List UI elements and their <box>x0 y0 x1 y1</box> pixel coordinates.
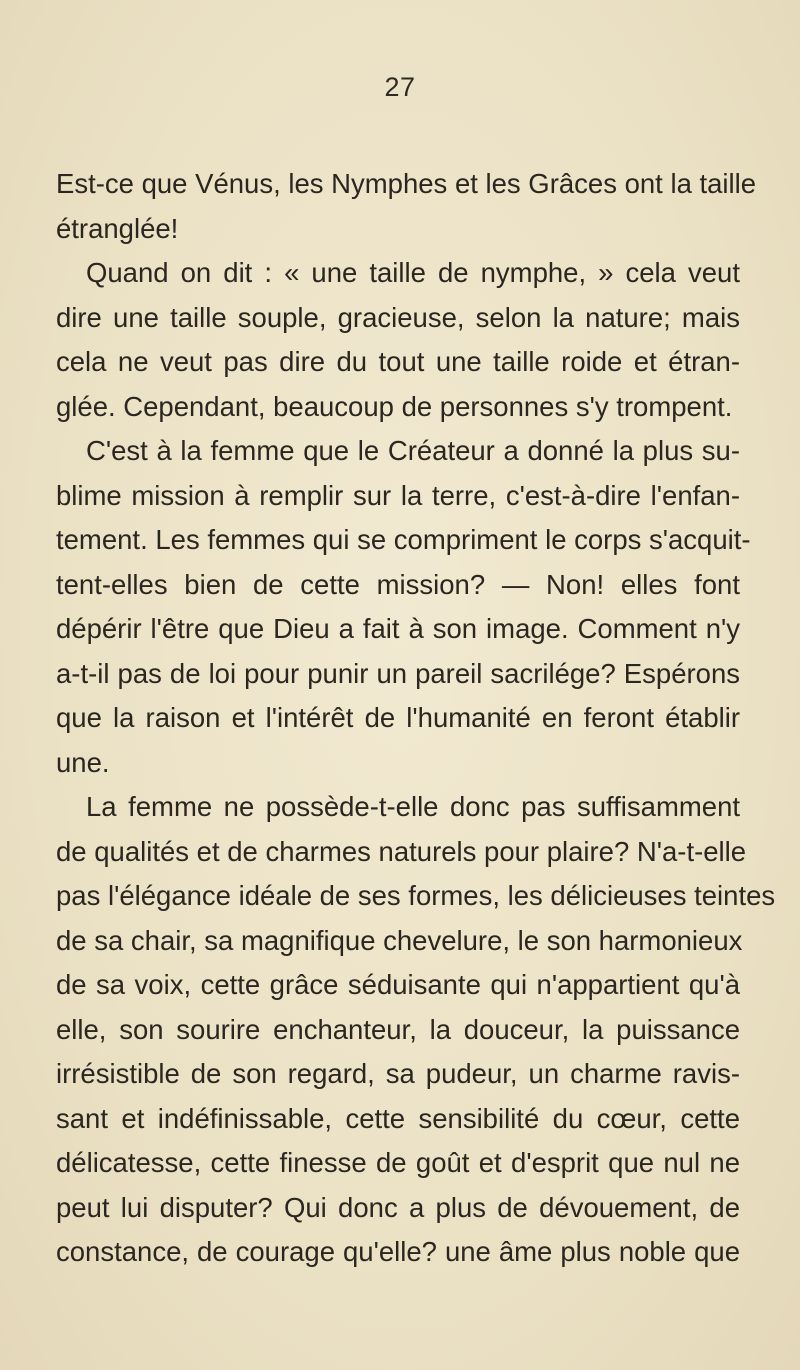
text-line: a-t-il pas de loi pour punir un pareil sacrilége? Espérons <box>56 657 740 689</box>
text-line: constance, de courage qu'elle? une âme plus noble que <box>56 1236 740 1267</box>
text-line: Quand on dit : « une taille de nymphe, » cela veut <box>86 257 740 288</box>
text-line: une. <box>56 746 110 778</box>
text-line: de sa voix, cette grâce séduisante qui n'appartient qu'à <box>56 969 740 1000</box>
text-line: de sa chair, sa magnifique chevelure, le son harmonieux <box>56 924 743 956</box>
text-line: La femme ne possède-t-elle donc pas suffisamment <box>86 791 740 822</box>
text-line: C'est à la femme que le Créateur a donné la plus su- <box>86 435 740 466</box>
text-line: glée. Cependant, beaucoup de personnes s'y trompent. <box>56 390 733 422</box>
text-line: pas l'élégance idéale de ses formes, les délicieuses teintes <box>56 880 776 911</box>
text-line: cela ne veut pas dire du tout une taille roide et étran- <box>56 346 740 377</box>
text-line: de qualités et de charmes naturels pour plaire? N'a-t-elle <box>56 835 747 867</box>
text-line: sant et indéfinissable, cette sensibilité du cœur, cette <box>56 1102 740 1134</box>
text-line: tement. Les femmes qui se compriment le corps s'acquit- <box>56 524 751 555</box>
text-line: elle, son sourire enchanteur, la douceur, la puissance <box>56 1013 740 1045</box>
text-line: blime mission à remplir sur la terre, c'est-à-dire l'enfan- <box>56 479 740 511</box>
page-number: 27 <box>384 72 416 102</box>
text-line: Est-ce que Vénus, les Nymphes et les Grâces ont la taille <box>56 168 757 199</box>
text-line: tent-elles bien de cette mission? — Non! elles font <box>56 568 740 600</box>
text-line: délicatesse, cette finesse de goût et d'esprit que nul ne <box>56 1147 740 1178</box>
body-text <box>56 162 776 1275</box>
text-line: dépérir l'être que Dieu a fait à son image. Comment n'y <box>56 613 740 644</box>
text-line: étranglée! <box>56 212 179 244</box>
text-line: que la raison et l'intérêt de l'humanité en feront établir <box>56 702 740 733</box>
text-line: dire une taille souple, gracieuse, selon la nature; mais <box>56 301 740 333</box>
text-line: irrésistible de son regard, sa pudeur, un charme ravis- <box>56 1058 740 1089</box>
text-line: peut lui disputer? Qui donc a plus de dévouement, de <box>56 1191 740 1223</box>
